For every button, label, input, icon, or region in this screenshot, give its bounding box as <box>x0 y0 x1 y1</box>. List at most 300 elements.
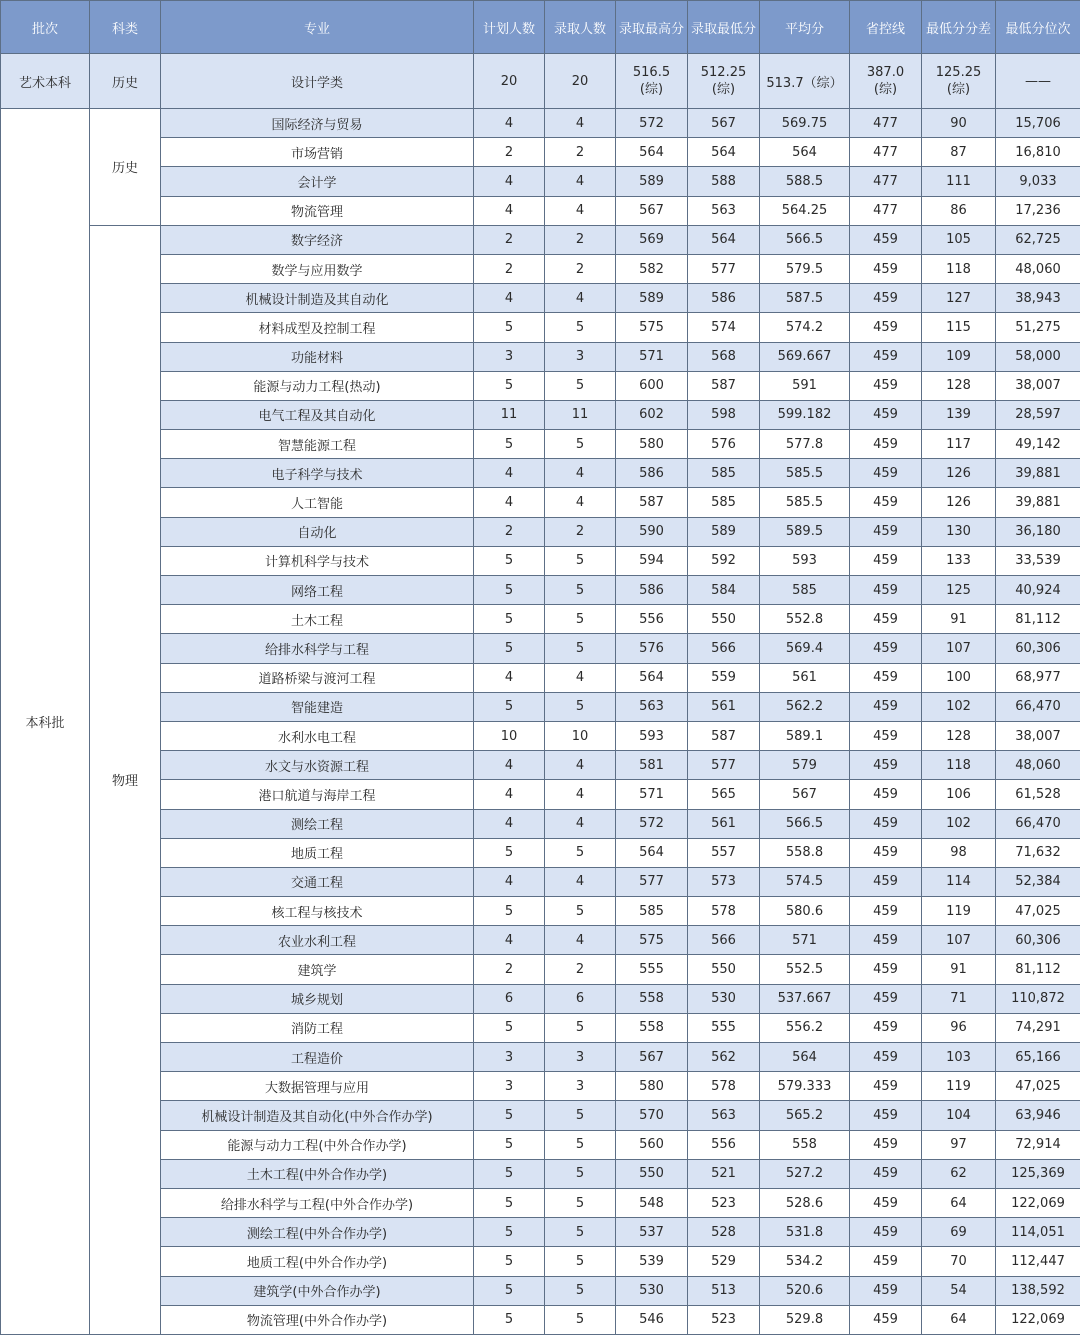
cell-diff: 64 <box>922 1305 996 1334</box>
cell-avg: 585.5 <box>760 488 850 517</box>
cell-min: 564 <box>688 138 760 167</box>
cell-max: 564 <box>616 663 688 692</box>
cell-max: 567 <box>616 196 688 225</box>
cell-admit: 5 <box>545 1013 616 1042</box>
cell-avg: 562.2 <box>760 692 850 721</box>
cell-diff: 107 <box>922 634 996 663</box>
cell-rank: 33,539 <box>996 546 1080 575</box>
cell-max: 572 <box>616 809 688 838</box>
cell-max: 587 <box>616 488 688 517</box>
cell-admit: 4 <box>545 926 616 955</box>
table-row <box>1 196 1080 225</box>
cell-avg: 534.2 <box>760 1247 850 1276</box>
cell-min: 588 <box>688 167 760 196</box>
cell-max: 577 <box>616 867 688 896</box>
cell-control-line: 459 <box>850 926 922 955</box>
table-row <box>1 400 1080 429</box>
cell-rank: 74,291 <box>996 1013 1080 1042</box>
cell-admit: 5 <box>545 371 616 400</box>
cell-plan: 3 <box>474 1043 545 1072</box>
cell-min: 555 <box>688 1013 760 1042</box>
cell-diff: 130 <box>922 517 996 546</box>
cell-avg: 528.6 <box>760 1188 850 1217</box>
table-row <box>1 634 1080 663</box>
table-row <box>1 109 1080 138</box>
cell-min: 521 <box>688 1159 760 1188</box>
cell-diff: 128 <box>922 721 996 750</box>
cell-control-line: 459 <box>850 692 922 721</box>
cell-diff: 102 <box>922 809 996 838</box>
category-cell-physics: 物理 <box>90 225 161 1334</box>
cell-avg: 552.5 <box>760 955 850 984</box>
cell-max: 564 <box>616 838 688 867</box>
cell-diff: 86 <box>922 196 996 225</box>
cell-diff: 128 <box>922 371 996 400</box>
table-row <box>1 1043 1080 1072</box>
cell-diff: 103 <box>922 1043 996 1072</box>
art-admit: 20 <box>545 54 616 109</box>
cell-plan: 2 <box>474 517 545 546</box>
cell-major: 交通工程 <box>161 867 474 896</box>
cell-major: 市场营销 <box>161 138 474 167</box>
cell-control-line: 459 <box>850 430 922 459</box>
cell-max: 567 <box>616 1043 688 1072</box>
cell-rank: 38,007 <box>996 371 1080 400</box>
cell-major: 道路桥梁与渡河工程 <box>161 663 474 692</box>
cell-control-line: 459 <box>850 1159 922 1188</box>
cell-avg: 552.8 <box>760 605 850 634</box>
cell-max: 580 <box>616 430 688 459</box>
cell-major: 土木工程(中外合作办学) <box>161 1159 474 1188</box>
cell-max: 580 <box>616 1072 688 1101</box>
cell-admit: 4 <box>545 809 616 838</box>
cell-min: 561 <box>688 809 760 838</box>
cell-avg: 556.2 <box>760 1013 850 1042</box>
cell-plan: 2 <box>474 225 545 254</box>
cell-max: 575 <box>616 926 688 955</box>
cell-max: 530 <box>616 1276 688 1305</box>
cell-admit: 4 <box>545 167 616 196</box>
cell-rank: 125,369 <box>996 1159 1080 1188</box>
table-row <box>1 1188 1080 1217</box>
cell-plan: 2 <box>474 254 545 283</box>
header-max: 录取最高分 <box>616 1 688 54</box>
cell-plan: 5 <box>474 1218 545 1247</box>
cell-rank: 66,470 <box>996 809 1080 838</box>
cell-diff: 100 <box>922 663 996 692</box>
cell-plan: 10 <box>474 721 545 750</box>
cell-control-line: 459 <box>850 254 922 283</box>
cell-rank: 66,470 <box>996 692 1080 721</box>
cell-control-line: 459 <box>850 313 922 342</box>
cell-rank: 48,060 <box>996 254 1080 283</box>
cell-major: 农业水利工程 <box>161 926 474 955</box>
cell-rank: 39,881 <box>996 488 1080 517</box>
cell-avg: 564.25 <box>760 196 850 225</box>
cell-plan: 5 <box>474 1188 545 1217</box>
table-row <box>1 809 1080 838</box>
cell-min: 550 <box>688 955 760 984</box>
cell-avg: 569.75 <box>760 109 850 138</box>
cell-plan: 3 <box>474 1072 545 1101</box>
cell-admit: 5 <box>545 1101 616 1130</box>
art-major: 设计学类 <box>161 54 474 109</box>
cell-min: 568 <box>688 342 760 371</box>
cell-avg: 531.8 <box>760 1218 850 1247</box>
cell-admit: 2 <box>545 517 616 546</box>
cell-control-line: 459 <box>850 984 922 1013</box>
cell-min: 589 <box>688 517 760 546</box>
cell-control-line: 459 <box>850 371 922 400</box>
cell-major: 网络工程 <box>161 576 474 605</box>
cell-diff: 87 <box>922 138 996 167</box>
cell-control-line: 459 <box>850 634 922 663</box>
cell-max: 585 <box>616 897 688 926</box>
cell-plan: 5 <box>474 634 545 663</box>
cell-avg: 579 <box>760 751 850 780</box>
cell-diff: 107 <box>922 926 996 955</box>
cell-control-line: 459 <box>850 1101 922 1130</box>
cell-major: 电气工程及其自动化 <box>161 400 474 429</box>
cell-control-line: 459 <box>850 225 922 254</box>
header-avg: 平均分 <box>760 1 850 54</box>
cell-control-line: 459 <box>850 809 922 838</box>
cell-avg: 599.182 <box>760 400 850 429</box>
cell-control-line: 459 <box>850 488 922 517</box>
cell-avg: 589.5 <box>760 517 850 546</box>
cell-plan: 5 <box>474 897 545 926</box>
table-row <box>1 1276 1080 1305</box>
cell-max: 581 <box>616 751 688 780</box>
cell-avg: 529.8 <box>760 1305 850 1334</box>
cell-admit: 4 <box>545 780 616 809</box>
cell-major: 材料成型及控制工程 <box>161 313 474 342</box>
cell-rank: 40,924 <box>996 576 1080 605</box>
cell-avg: 566.5 <box>760 809 850 838</box>
cell-diff: 54 <box>922 1276 996 1305</box>
table-row <box>1 1101 1080 1130</box>
cell-control-line: 477 <box>850 109 922 138</box>
cell-major: 计算机科学与技术 <box>161 546 474 575</box>
header-control-line: 省控线 <box>850 1 922 54</box>
cell-diff: 98 <box>922 838 996 867</box>
cell-plan: 5 <box>474 430 545 459</box>
cell-plan: 4 <box>474 284 545 313</box>
cell-control-line: 459 <box>850 721 922 750</box>
cell-avg: 579.5 <box>760 254 850 283</box>
table-row <box>1 167 1080 196</box>
cell-min: 561 <box>688 692 760 721</box>
table-row <box>1 546 1080 575</box>
table-row <box>1 342 1080 371</box>
cell-plan: 4 <box>474 167 545 196</box>
cell-admit: 5 <box>545 634 616 663</box>
cell-control-line: 459 <box>850 342 922 371</box>
cell-max: 558 <box>616 984 688 1013</box>
cell-avg: 520.6 <box>760 1276 850 1305</box>
cell-min: 585 <box>688 488 760 517</box>
table-row <box>1 1130 1080 1159</box>
cell-control-line: 459 <box>850 955 922 984</box>
cell-control-line: 459 <box>850 517 922 546</box>
cell-major: 数字经济 <box>161 225 474 254</box>
cell-min: 577 <box>688 254 760 283</box>
table-row <box>1 721 1080 750</box>
table-row <box>1 984 1080 1013</box>
cell-plan: 5 <box>474 838 545 867</box>
cell-control-line: 459 <box>850 780 922 809</box>
table-row <box>1 517 1080 546</box>
cell-major: 智慧能源工程 <box>161 430 474 459</box>
table-row <box>1 751 1080 780</box>
cell-major: 人工智能 <box>161 488 474 517</box>
cell-major: 机械设计制造及其自动化 <box>161 284 474 313</box>
cell-rank: 36,180 <box>996 517 1080 546</box>
cell-rank: 16,810 <box>996 138 1080 167</box>
cell-avg: 591 <box>760 371 850 400</box>
art-rank: —— <box>996 54 1080 109</box>
cell-max: 589 <box>616 167 688 196</box>
cell-diff: 102 <box>922 692 996 721</box>
cell-rank: 62,725 <box>996 225 1080 254</box>
cell-diff: 62 <box>922 1159 996 1188</box>
cell-rank: 48,060 <box>996 751 1080 780</box>
cell-diff: 91 <box>922 955 996 984</box>
cell-rank: 72,914 <box>996 1130 1080 1159</box>
cell-min: 592 <box>688 546 760 575</box>
cell-diff: 106 <box>922 780 996 809</box>
cell-rank: 38,007 <box>996 721 1080 750</box>
cell-rank: 15,706 <box>996 109 1080 138</box>
header-batch: 批次 <box>1 1 90 54</box>
cell-admit: 5 <box>545 313 616 342</box>
cell-major: 建筑学 <box>161 955 474 984</box>
cell-major: 水利水电工程 <box>161 721 474 750</box>
cell-control-line: 459 <box>850 605 922 634</box>
cell-plan: 4 <box>474 488 545 517</box>
cell-admit: 4 <box>545 284 616 313</box>
cell-min: 576 <box>688 430 760 459</box>
art-avg: 513.7（综） <box>760 54 850 109</box>
table-row <box>1 780 1080 809</box>
cell-plan: 5 <box>474 371 545 400</box>
cell-diff: 125 <box>922 576 996 605</box>
table-row <box>1 430 1080 459</box>
cell-control-line: 459 <box>850 897 922 926</box>
cell-min: 566 <box>688 926 760 955</box>
cell-min: 529 <box>688 1247 760 1276</box>
header-row <box>1 1 1080 54</box>
table-row <box>1 284 1080 313</box>
cell-rank: 114,051 <box>996 1218 1080 1247</box>
cell-diff: 91 <box>922 605 996 634</box>
table-row <box>1 955 1080 984</box>
cell-diff: 90 <box>922 109 996 138</box>
cell-control-line: 459 <box>850 1218 922 1247</box>
cell-min: 562 <box>688 1043 760 1072</box>
table-row <box>1 692 1080 721</box>
cell-rank: 9,033 <box>996 167 1080 196</box>
cell-major: 大数据管理与应用 <box>161 1072 474 1101</box>
cell-rank: 28,597 <box>996 400 1080 429</box>
cell-control-line: 459 <box>850 576 922 605</box>
cell-max: 571 <box>616 342 688 371</box>
cell-diff: 104 <box>922 1101 996 1130</box>
cell-major: 能源与动力工程(热动) <box>161 371 474 400</box>
cell-major: 自动化 <box>161 517 474 546</box>
cell-plan: 3 <box>474 342 545 371</box>
cell-major: 土木工程 <box>161 605 474 634</box>
art-min: 512.25 (综) <box>688 54 760 109</box>
cell-admit: 4 <box>545 867 616 896</box>
cell-major: 测绘工程(中外合作办学) <box>161 1218 474 1247</box>
cell-diff: 71 <box>922 984 996 1013</box>
cell-min: 578 <box>688 897 760 926</box>
cell-min: 598 <box>688 400 760 429</box>
cell-max: 546 <box>616 1305 688 1334</box>
cell-max: 564 <box>616 138 688 167</box>
cell-max: 602 <box>616 400 688 429</box>
cell-control-line: 459 <box>850 751 922 780</box>
cell-admit: 2 <box>545 254 616 283</box>
cell-diff: 117 <box>922 430 996 459</box>
cell-min: 577 <box>688 751 760 780</box>
cell-avg: 574.2 <box>760 313 850 342</box>
cell-min: 573 <box>688 867 760 896</box>
cell-rank: 122,069 <box>996 1305 1080 1334</box>
cell-avg: 569.667 <box>760 342 850 371</box>
cell-min: 567 <box>688 109 760 138</box>
cell-diff: 119 <box>922 1072 996 1101</box>
cell-major: 机械设计制造及其自动化(中外合作办学) <box>161 1101 474 1130</box>
cell-diff: 109 <box>922 342 996 371</box>
cell-control-line: 459 <box>850 1130 922 1159</box>
cell-rank: 110,872 <box>996 984 1080 1013</box>
cell-min: 574 <box>688 313 760 342</box>
header-category: 科类 <box>90 1 161 54</box>
cell-avg: 527.2 <box>760 1159 850 1188</box>
cell-rank: 112,447 <box>996 1247 1080 1276</box>
cell-min: 578 <box>688 1072 760 1101</box>
cell-control-line: 477 <box>850 196 922 225</box>
cell-max: 593 <box>616 721 688 750</box>
cell-plan: 4 <box>474 751 545 780</box>
cell-avg: 565.2 <box>760 1101 850 1130</box>
table-row <box>1 254 1080 283</box>
cell-admit: 5 <box>545 1159 616 1188</box>
cell-admit: 2 <box>545 225 616 254</box>
cell-rank: 60,306 <box>996 634 1080 663</box>
cell-plan: 5 <box>474 1247 545 1276</box>
cell-min: 556 <box>688 1130 760 1159</box>
cell-rank: 63,946 <box>996 1101 1080 1130</box>
cell-admit: 5 <box>545 1247 616 1276</box>
cell-avg: 593 <box>760 546 850 575</box>
cell-control-line: 477 <box>850 167 922 196</box>
table-row <box>1 1247 1080 1276</box>
cell-admit: 3 <box>545 1072 616 1101</box>
table-row <box>1 838 1080 867</box>
cell-max: 555 <box>616 955 688 984</box>
cell-min: 585 <box>688 459 760 488</box>
cell-major: 测绘工程 <box>161 809 474 838</box>
cell-admit: 5 <box>545 838 616 867</box>
cell-plan: 5 <box>474 313 545 342</box>
header-rank: 最低分位次 <box>996 1 1080 54</box>
cell-admit: 2 <box>545 955 616 984</box>
cell-rank: 65,166 <box>996 1043 1080 1072</box>
cell-admit: 5 <box>545 576 616 605</box>
cell-diff: 111 <box>922 167 996 196</box>
cell-plan: 4 <box>474 780 545 809</box>
cell-max: 563 <box>616 692 688 721</box>
cell-control-line: 459 <box>850 838 922 867</box>
batch-cell: 本科批 <box>1 109 90 1335</box>
cell-min: 557 <box>688 838 760 867</box>
cell-plan: 4 <box>474 809 545 838</box>
cell-diff: 139 <box>922 400 996 429</box>
cell-max: 575 <box>616 313 688 342</box>
cell-avg: 585 <box>760 576 850 605</box>
cell-major: 功能材料 <box>161 342 474 371</box>
cell-admit: 5 <box>545 1218 616 1247</box>
table-row <box>1 313 1080 342</box>
cell-rank: 61,528 <box>996 780 1080 809</box>
cell-diff: 70 <box>922 1247 996 1276</box>
cell-avg: 558.8 <box>760 838 850 867</box>
cell-major: 地质工程 <box>161 838 474 867</box>
cell-diff: 118 <box>922 751 996 780</box>
cell-max: 558 <box>616 1013 688 1042</box>
art-plan: 20 <box>474 54 545 109</box>
cell-rank: 38,943 <box>996 284 1080 313</box>
cell-plan: 2 <box>474 138 545 167</box>
table-row <box>1 897 1080 926</box>
cell-max: 537 <box>616 1218 688 1247</box>
table-row <box>1 225 1080 254</box>
cell-major: 会计学 <box>161 167 474 196</box>
art-control-line: 387.0 (综) <box>850 54 922 109</box>
cell-plan: 11 <box>474 400 545 429</box>
cell-max: 560 <box>616 1130 688 1159</box>
cell-plan: 4 <box>474 109 545 138</box>
cell-max: 572 <box>616 109 688 138</box>
cell-plan: 5 <box>474 1130 545 1159</box>
cell-avg: 564 <box>760 138 850 167</box>
cell-avg: 580.6 <box>760 897 850 926</box>
cell-min: 587 <box>688 721 760 750</box>
cell-min: 563 <box>688 196 760 225</box>
header-admit: 录取人数 <box>545 1 616 54</box>
cell-plan: 2 <box>474 955 545 984</box>
art-diff: 125.25 (综) <box>922 54 996 109</box>
cell-admit: 4 <box>545 751 616 780</box>
cell-admit: 5 <box>545 430 616 459</box>
cell-rank: 52,384 <box>996 867 1080 896</box>
cell-avg: 585.5 <box>760 459 850 488</box>
cell-rank: 81,112 <box>996 605 1080 634</box>
cell-major: 水文与水资源工程 <box>161 751 474 780</box>
cell-admit: 4 <box>545 109 616 138</box>
cell-max: 570 <box>616 1101 688 1130</box>
cell-rank: 51,275 <box>996 313 1080 342</box>
cell-plan: 4 <box>474 196 545 225</box>
cell-major: 智能建造 <box>161 692 474 721</box>
cell-major: 物流管理(中外合作办学) <box>161 1305 474 1334</box>
cell-min: 587 <box>688 371 760 400</box>
table-row <box>1 605 1080 634</box>
cell-min: 523 <box>688 1305 760 1334</box>
